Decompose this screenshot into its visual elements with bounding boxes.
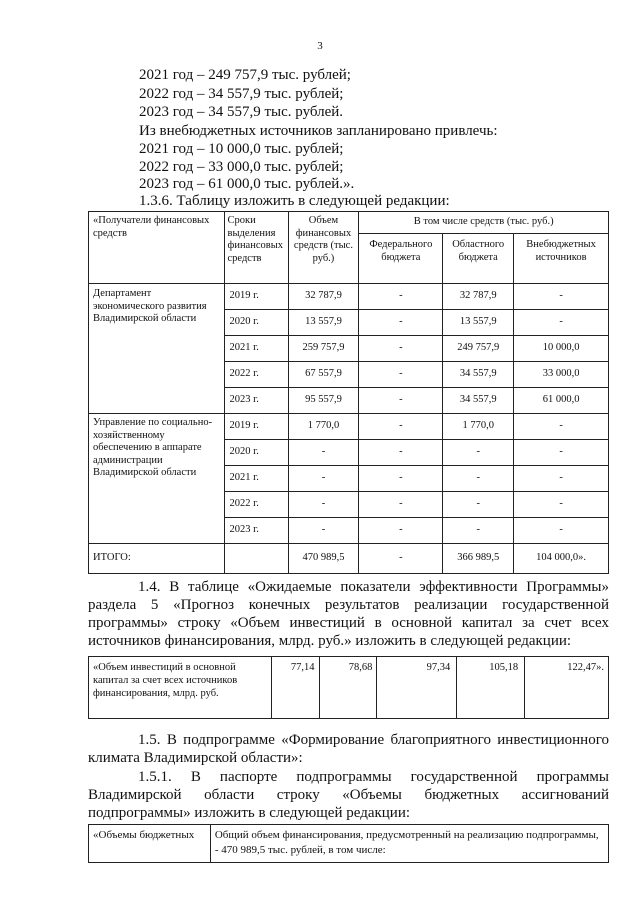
regional-cell: - [443, 518, 514, 544]
header-volume: Объем финансовых средств (тыс. руб.) [288, 212, 359, 284]
extra-cell: 10 000,0 [514, 336, 609, 362]
header-regional: Областного бюджета [443, 234, 514, 284]
regional-cell: - [443, 466, 514, 492]
volume-cell: - [288, 440, 359, 466]
extra-cell: - [514, 492, 609, 518]
year-cell: 2023 г. [224, 518, 288, 544]
recipient-name: Департамент экономического развития Владимирской области [89, 284, 225, 414]
extra-cell: - [514, 414, 609, 440]
regional-cell: 34 557,9 [443, 388, 514, 414]
volume-cell: 13 557,9 [288, 310, 359, 336]
regional-cell: 1 770,0 [443, 414, 514, 440]
extra-cell: - [514, 466, 609, 492]
federal-cell: - [359, 440, 443, 466]
year-cell: 2019 г. [224, 284, 288, 310]
indicator-value: 97,34 [377, 657, 457, 719]
extra-cell: - [514, 518, 609, 544]
federal-cell: - [359, 388, 443, 414]
regional-cell: 32 787,9 [443, 284, 514, 310]
total-label: ИТОГО: [89, 544, 225, 574]
passport-label: «Объемы бюджетных [89, 825, 211, 863]
recipient-name: Управление по социально-хозяйственному обеспечению в аппарате администрации Владимирской области [89, 414, 225, 544]
regional-cell: 13 557,9 [443, 310, 514, 336]
header-extra: Внебюджетных источников [514, 234, 609, 284]
total-regional: 366 989,5 [443, 544, 514, 574]
intro-line: 2021 год – 249 757,9 тыс. рублей; [139, 67, 351, 83]
year-cell: 2023 г. [224, 388, 288, 414]
total-term [224, 544, 288, 574]
federal-cell: - [359, 336, 443, 362]
passport-table [88, 824, 609, 863]
page-number: 3 [317, 40, 323, 52]
header-terms: Сроки выделения финансовых средств [224, 212, 288, 284]
federal-cell: - [359, 414, 443, 440]
volume-cell: 67 557,9 [288, 362, 359, 388]
header-including: В том числе средств (тыс. руб.) [359, 212, 609, 234]
federal-cell: - [359, 362, 443, 388]
year-cell: 2020 г. [224, 440, 288, 466]
extra-cell: - [514, 310, 609, 336]
federal-cell: - [359, 466, 443, 492]
volume-cell: 32 787,9 [288, 284, 359, 310]
volume-cell: - [288, 492, 359, 518]
extra-cell: - [514, 284, 609, 310]
federal-cell: - [359, 284, 443, 310]
volume-cell: 95 557,9 [288, 388, 359, 414]
header-recipients: «Получатели финансовых средств [89, 212, 225, 284]
year-cell: 2020 г. [224, 310, 288, 336]
table-row [89, 657, 609, 719]
paragraph-1-5-1: 1.5.1. В паспорте подпрограммы государственной программы Владимирской области строку «Объемы бюджетных ассигнований подпрограммы» изложить в следующей редакции: [88, 769, 609, 821]
volume-cell: 259 757,9 [288, 336, 359, 362]
intro-line: 2021 год – 10 000,0 тыс. рублей; [139, 141, 344, 157]
intro-line: Из внебюджетных источников запланировано привлечь: [139, 123, 498, 139]
intro-line: 2022 год – 34 557,9 тыс. рублей; [139, 86, 344, 102]
intro-line: 2023 год – 34 557,9 тыс. рублей. [139, 104, 344, 120]
total-federal: - [359, 544, 443, 574]
extra-cell: 33 000,0 [514, 362, 609, 388]
section-heading: 1.3.6. Таблицу изложить в следующей редакции: [139, 193, 450, 209]
header-federal: Федерального бюджета [359, 234, 443, 284]
year-cell: 2022 г. [224, 492, 288, 518]
indicator-value: 78,68 [319, 657, 377, 719]
volume-cell: - [288, 466, 359, 492]
regional-cell: 34 557,9 [443, 362, 514, 388]
passport-text: Общий объем финансирования, предусмотренный на реализацию подпрограммы, - 470 989,5 тыс. рублей, в том числе: [210, 825, 608, 863]
indicator-value: 105,18 [457, 657, 525, 719]
regional-cell: - [443, 492, 514, 518]
indicator-value: 122,47». [525, 657, 609, 719]
extra-cell: 61 000,0 [514, 388, 609, 414]
indicator-label: «Объем инвестиций в основной капитал за счет всех источников финансирования, млрд. руб. [89, 657, 272, 719]
table-row [89, 414, 609, 440]
funding-table [88, 211, 609, 574]
total-extra: 104 000,0». [514, 544, 609, 574]
table-row [89, 825, 609, 863]
year-cell: 2022 г. [224, 362, 288, 388]
federal-cell: - [359, 492, 443, 518]
total-row [89, 544, 609, 574]
regional-cell: 249 757,9 [443, 336, 514, 362]
paragraph-1-4: 1.4. В таблице «Ожидаемые показатели эффективности Программы» раздела 5 «Прогноз конечных результатов реализации государственной программы» строку «Объем инвестиций в основной капитал за счет всех источников финансирования, млрд. руб.» изложить в следующей редакции: [88, 579, 609, 649]
year-cell: 2021 г. [224, 466, 288, 492]
federal-cell: - [359, 518, 443, 544]
year-cell: 2019 г. [224, 414, 288, 440]
intro-line: 2022 год – 33 000,0 тыс. рублей; [139, 159, 344, 175]
volume-cell: 1 770,0 [288, 414, 359, 440]
year-cell: 2021 г. [224, 336, 288, 362]
federal-cell: - [359, 310, 443, 336]
total-volume: 470 989,5 [288, 544, 359, 574]
intro-line: 2023 год – 61 000,0 тыс. рублей.». [139, 176, 355, 192]
table-row [89, 284, 609, 310]
extra-cell: - [514, 440, 609, 466]
paragraph-1-5: 1.5. В подпрограмме «Формирование благоприятного инвестиционного климата Владимирской области»: [88, 732, 609, 766]
regional-cell: - [443, 440, 514, 466]
indicator-value: 77,14 [271, 657, 319, 719]
indicator-table [88, 656, 609, 719]
volume-cell: - [288, 518, 359, 544]
